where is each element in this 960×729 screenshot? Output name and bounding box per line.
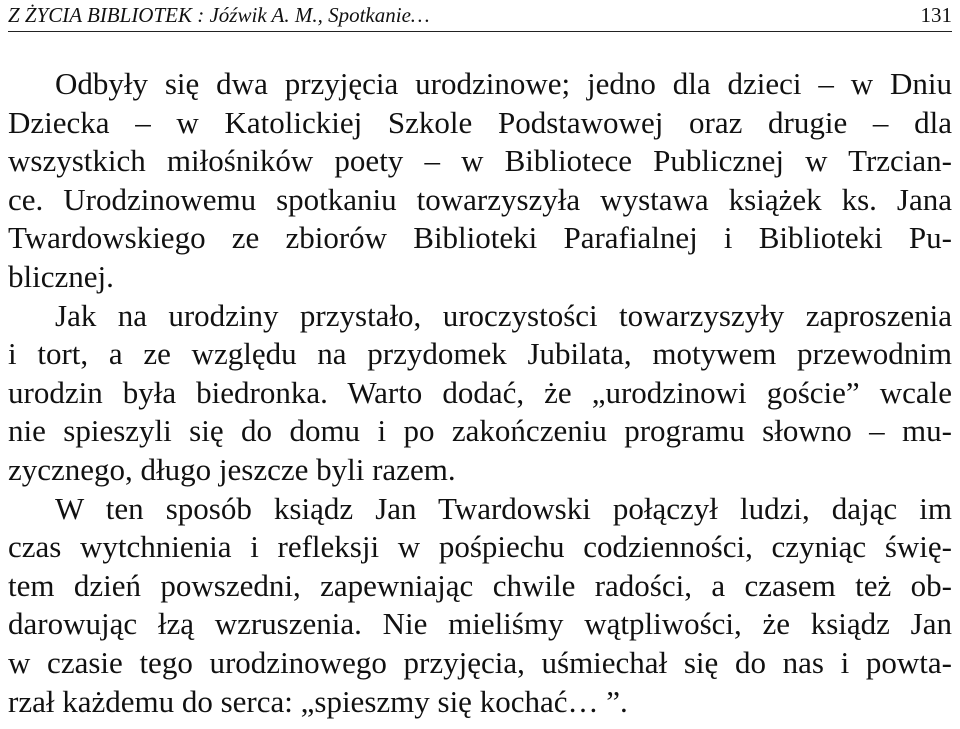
paragraph-2 — [8, 297, 952, 490]
text-line: Dziecka – w Katolickiej Szkole Podstawowej oraz drugie – dla — [8, 104, 952, 140]
text-line: urodzin była biedronka. Warto dodać, że „urodzinowi goście” wcale — [8, 374, 952, 410]
text-line: Odbyły się dwa przyjęcia urodzinowe; jedno dla dzieci – w Dniu — [55, 66, 952, 101]
text-line: rzał każdemu do serca: „spieszmy się kochać… ”. — [8, 683, 628, 719]
text-line: czas wytchnienia i refleksji w pośpiechu codzienności, czyniąc świę- — [8, 529, 952, 565]
text-line: Twardowskiego ze zbiorów Biblioteki Parafialnej i Biblioteki Pu- — [8, 220, 952, 256]
text-line: i tort, a ze względu na przydomek Jubilata, motywem przewodnim — [8, 336, 952, 372]
text-line: Jak na urodziny przystało, uroczystości towarzyszyły zaproszenia — [55, 297, 952, 333]
body-text — [8, 65, 952, 721]
text-line: w czasie tego urodzinowego przyjęcia, uśmiechał się do nas i powta- — [8, 644, 952, 680]
text-line: darowując łzą wzruszenia. Nie mieliśmy wątpliwości, że ksiądz Jan — [8, 606, 952, 642]
text-line: tem dzień powszedni, zapewniając chwile radości, a czasem też ob- — [8, 567, 952, 603]
running-header — [8, 0, 952, 32]
text-line: nie spieszyli się do domu i po zakończeniu programu słowno – mu- — [8, 413, 952, 449]
text-line: blicznej. — [8, 258, 114, 294]
paragraph-1 — [8, 65, 952, 297]
document-page — [8, 0, 952, 721]
paragraph-3 — [8, 490, 952, 722]
running-title: Z ŻYCIA BIBLIOTEK : Jóźwik A. M., Spotkanie… — [8, 3, 430, 27]
text-line: ce. Urodzinowemu spotkaniu towarzyszyła wystawa książek ks. Jana — [8, 181, 952, 217]
page-number: 131 — [920, 3, 952, 27]
text-line: wszystkich miłośników poety – w Bibliotece Publicznej w Trzcian- — [8, 143, 952, 179]
text-line: W ten sposób ksiądz Jan Twardowski połączył ludzi, dając im — [55, 490, 952, 526]
text-line: zycznego, długo jeszcze byli razem. — [8, 451, 456, 487]
